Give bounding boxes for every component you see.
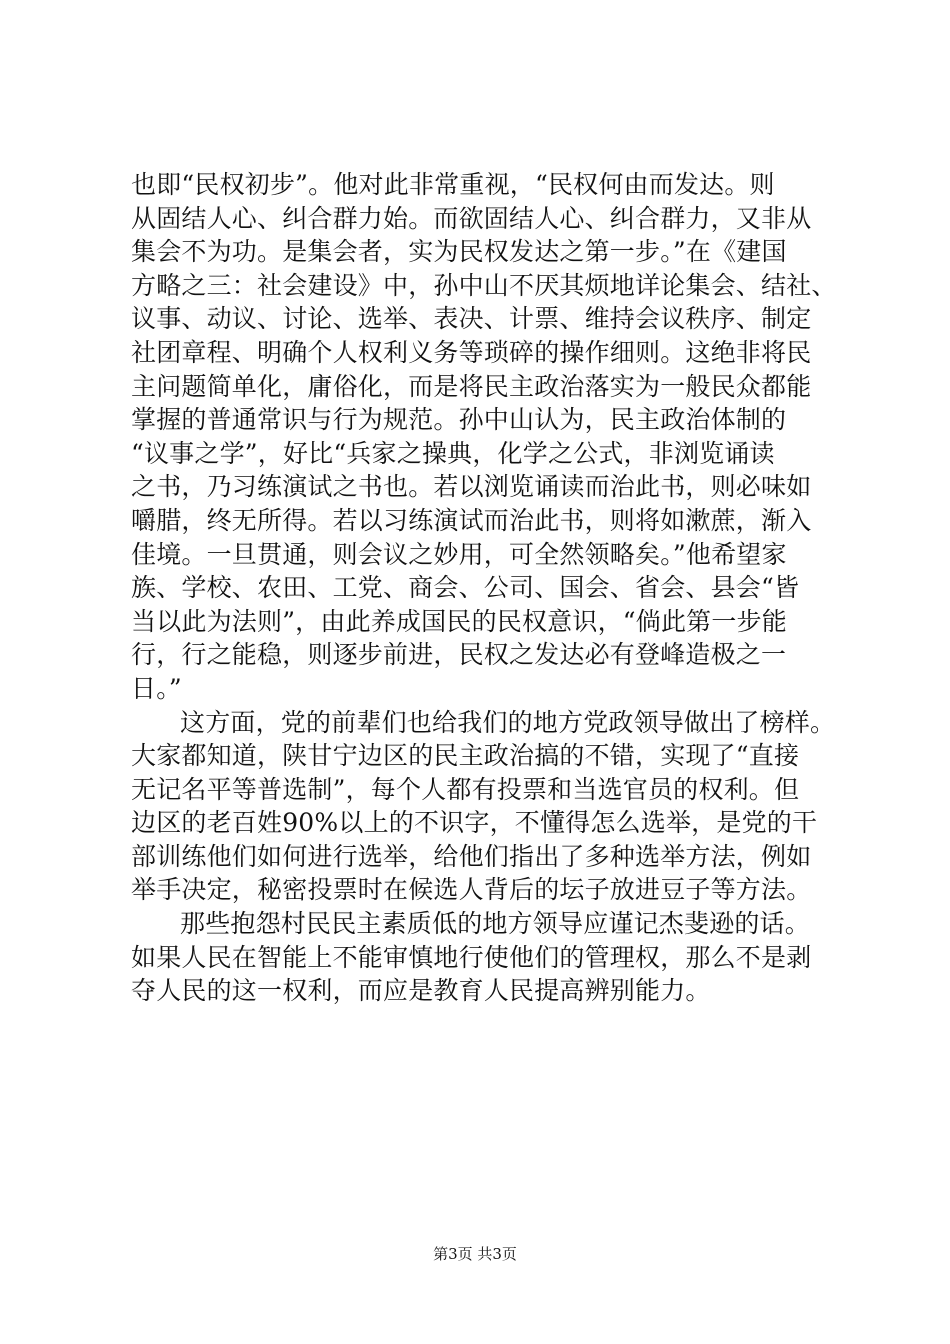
paragraph-2-line-4: 边区的老百姓90%以上的不识字，不懂得怎么选举，是党的干: [131, 808, 818, 838]
paragraph-2-line-1: 这方面，党的前辈们也给我们的地方党政领导做出了榜样。: [180, 707, 836, 737]
paragraph-3-line-3: 夺人民的这一权利，而应是教育人民提高辨别能力。: [131, 976, 711, 1006]
paragraph-2-line-5: 部训练他们如何进行选举，给他们指出了多种选举方法，例如: [131, 841, 812, 871]
page-number-label: 第3页 共3页: [433, 1245, 517, 1263]
paragraph-1-line-8: 掌握的普通常识与行为规范。孙中山认为，民主政治体制的: [131, 405, 787, 435]
paragraph-1-line-1: 也即“民权初步”。他对此非常重视，“民权何由而发达。则: [131, 170, 775, 199]
paragraph-1-line-12: 佳境。一旦贯通，则会议之妙用，可全然领略矣。”他希望家: [131, 539, 787, 569]
paragraph-1-line-7: 主问题简单化，庸俗化，而是将民主政治落实为一般民众都能: [131, 371, 812, 401]
paragraph-1-line-10: 之书，乃习练演试之书也。若以浏览诵读而治此书，则必味如: [131, 472, 812, 502]
paragraph-1-line-6: 社团章程、明确个人权利义务等琐碎的操作细则。这绝非将民: [131, 337, 812, 367]
page-footer: [0, 1244, 950, 1264]
paragraph-1-line-5: 议事、动议、讨论、选举、表决、计票、维持会议秩序、制定: [131, 304, 812, 334]
paragraph-1-line-4: 方略之三：社会建设》中，孙中山不厌其烦地详论集会、结社、: [131, 270, 837, 300]
paragraph-1-line-3: 集会不为功。是集会者，实为民权发达之第一步。”在《建国: [131, 237, 787, 267]
body-text: [131, 168, 837, 1008]
paragraph-1-line-15: 行，行之能稳，则逐步前进，民权之发达必有登峰造极之一: [131, 640, 787, 670]
paragraph-3-line-1: 那些抱怨村民民主素质低的地方领导应谨记杰斐逊的话。: [180, 909, 811, 939]
paragraph-1-line-14: 当以此为法则”，由此养成国民的民权意识，“倘此第一步能: [131, 606, 787, 636]
paragraph-1-line-2: 从固结人心、纠合群力始。而欲固结人心、纠合群力，又非从: [131, 203, 812, 233]
paragraph-2-line-3: 无记名平等普选制”，每个人都有投票和当选官员的权利。但: [131, 774, 800, 804]
paragraph-1-line-9: “议事之学”，好比“兵家之操典，化学之公式，非浏览诵读: [131, 438, 775, 468]
paragraph-1-line-11: 嚼腊，终无所得。若以习练演试而治此书，则将如漱蔗，渐入: [131, 505, 812, 535]
paragraph-1-line-13: 族、学校、农田、工党、商会、公司、国会、省会、县会“皆: [131, 573, 800, 603]
paragraph-2-line-6: 举手决定，秘密投票时在候选人背后的坛子放进豆子等方法。: [131, 875, 812, 905]
paragraph-3-line-2: 如果人民在智能上不能审慎地行使他们的管理权，那么不是剥: [131, 942, 812, 972]
paragraph-2-line-2: 大家都知道，陕甘宁边区的民主政治搞的不错，实现了“直接: [131, 741, 800, 771]
paragraph-1-line-16: 日。”: [131, 673, 182, 703]
